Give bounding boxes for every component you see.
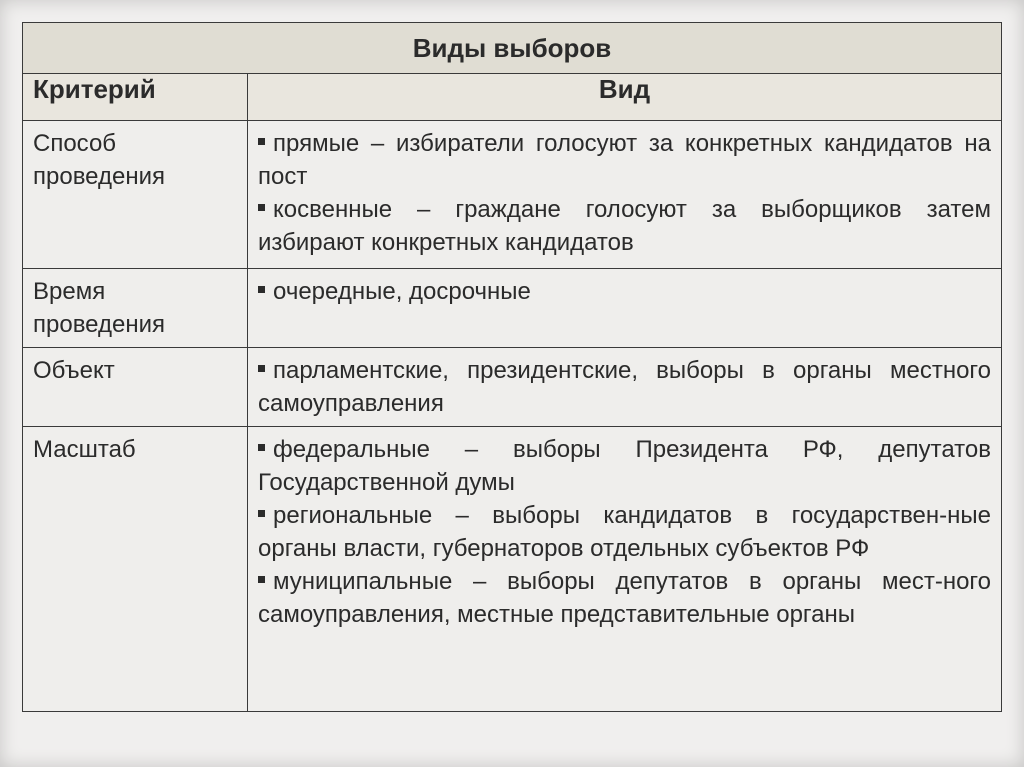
type-cell: [248, 427, 1002, 712]
election-types-table: [22, 22, 1002, 712]
criterion-cell: Способ проведения: [23, 121, 248, 269]
item-text: прямые – избиратели голосуют за конкретных кандидатов на пост: [258, 130, 991, 190]
table-row: [23, 348, 1002, 427]
bullet-icon: [258, 510, 265, 517]
bullet-icon: [258, 576, 265, 583]
list-item: [258, 354, 991, 420]
table-row: [23, 427, 1002, 712]
item-text: очередные, досрочные: [273, 278, 531, 305]
bullet-icon: [258, 444, 265, 451]
criterion-cell: Время проведения: [23, 269, 248, 348]
item-text: парламентские, президентские, выборы в органы местного самоуправления: [258, 357, 991, 417]
list-item: [258, 193, 991, 259]
list-item: [258, 275, 991, 308]
bullet-icon: [258, 365, 265, 372]
header-row: [23, 74, 1002, 121]
bullet-icon: [258, 286, 265, 293]
bullet-icon: [258, 138, 265, 145]
table-title: Виды выборов: [23, 23, 1002, 74]
criterion-cell: Масштаб: [23, 427, 248, 712]
table-row: [23, 269, 1002, 348]
type-cell: [248, 348, 1002, 427]
type-cell: [248, 269, 1002, 348]
type-cell: [248, 121, 1002, 269]
item-text: федеральные – выборы Президента РФ, депутатов Государственной думы: [258, 436, 991, 496]
criterion-cell: Объект: [23, 348, 248, 427]
list-item: [258, 433, 991, 499]
item-text: муниципальные – выборы депутатов в органы мест-ного самоуправления, местные представительные органы: [258, 568, 991, 628]
header-type: Вид: [248, 74, 1002, 121]
item-text: региональные – выборы кандидатов в государствен-ные органы власти, губернаторов отдельных субъектов РФ: [258, 502, 991, 562]
list-item: [258, 565, 991, 631]
bullet-icon: [258, 204, 265, 211]
title-row: [23, 23, 1002, 74]
item-text: косвенные – граждане голосуют за выборщиков затем избирают конкретных кандидатов: [258, 196, 991, 256]
list-item: [258, 127, 991, 193]
table-row: [23, 121, 1002, 269]
list-item: [258, 499, 991, 565]
header-criterion: Критерий: [23, 74, 248, 121]
